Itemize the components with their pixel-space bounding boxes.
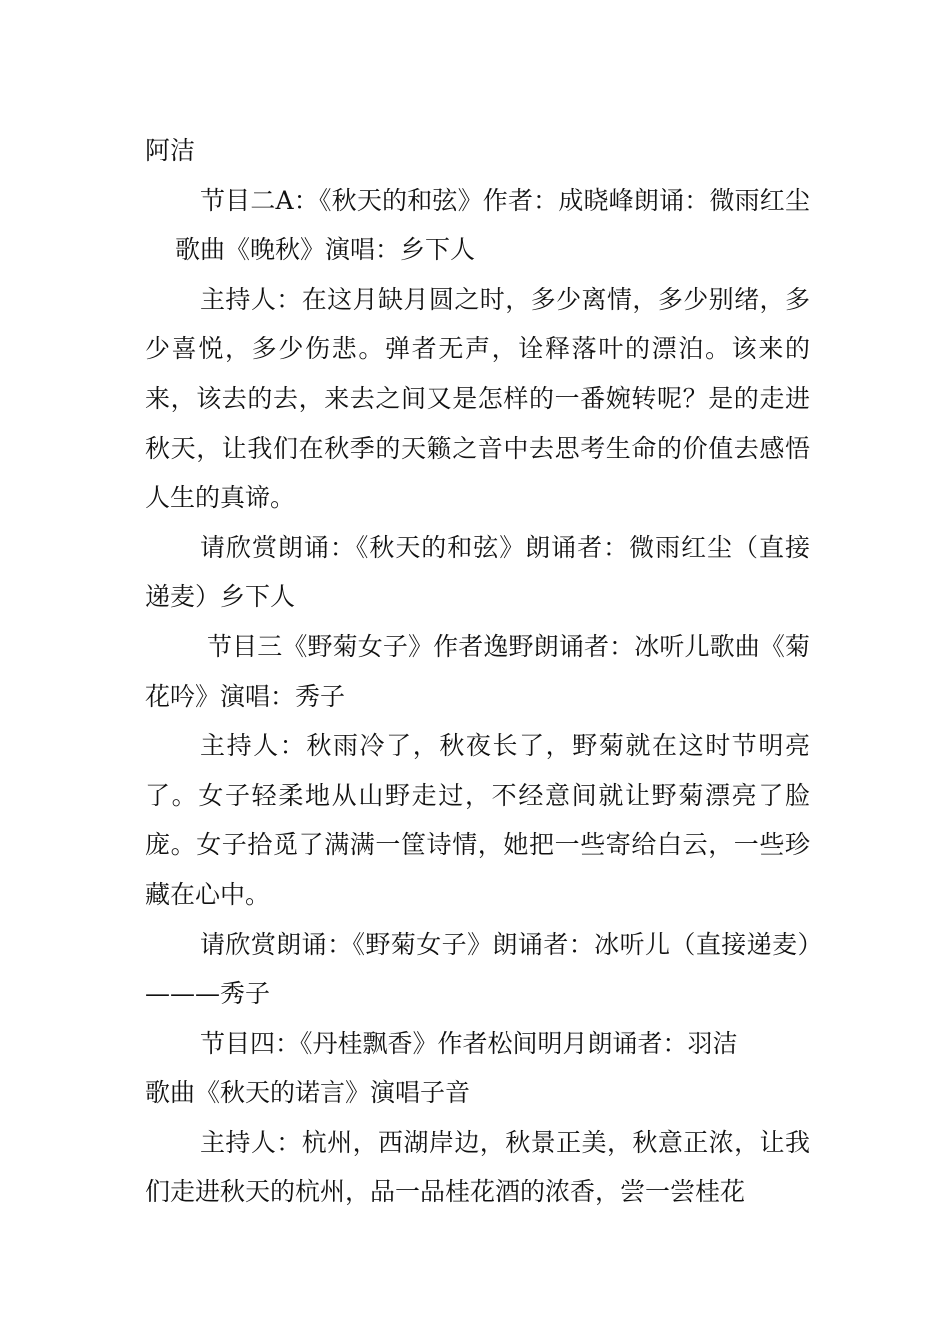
paragraph-program-3: 节目三《野菊女子》作者逸野朗诵者：冰听儿歌曲《菊花吟》演唱：秀子: [145, 631, 810, 711]
paragraph-recital-2: 请欣赏朗诵：《秋天的和弦》朗诵者：微雨红尘（直接递麦）乡下人: [145, 532, 810, 612]
document-body: [145, 126, 810, 1217]
paragraph-program-4-song: 歌曲《秋天的诺言》演唱子音: [145, 1078, 471, 1108]
paragraph-host-intro-4: 主持人：杭州，西湖岸边，秋景正美，秋意正浓，让我们走进秋天的杭州，品一品桂花酒的浓香，尝一尝桂花: [145, 1127, 810, 1207]
program-2a-info: 节目二A：《秋天的和弦》作者：成晓峰朗诵：微雨红尘: [200, 185, 810, 215]
paragraph-host-name: 阿洁: [145, 136, 196, 165]
paragraph-host-intro-3: 主持人：秋雨冷了，秋夜长了，野菊就在这时节明亮了。女子轻柔地从山野走过，不经意间就让野菊漂亮了脸庞。女子拾觅了满满一筐诗情，她把一些寄给白云，一些珍藏在心中。: [145, 731, 810, 909]
paragraph-program-4: 节目四：《丹桂飘香》作者松间明月朗诵者：羽洁: [200, 1028, 738, 1058]
program-2a-song: 歌曲《晚秋》演唱：乡下人: [175, 235, 476, 265]
paragraph-recital-3: 请欣赏朗诵：《野菊女子》朗诵者：冰听儿（直接递麦）———秀子: [145, 929, 810, 1009]
paragraph-program-2a: [145, 176, 810, 275]
paragraph-host-intro-2: 主持人：在这月缺月圆之时，多少离情，多少别绪，多少喜悦，多少伤悲。弹者无声，诠释落叶的漂泊。该来的来，该去的去，来去之间又是怎样的一番婉转呢？是的走进秋天，让我们在秋季的天籁之音中去思考生命的价值去感悟人生的真谛。: [145, 284, 810, 513]
